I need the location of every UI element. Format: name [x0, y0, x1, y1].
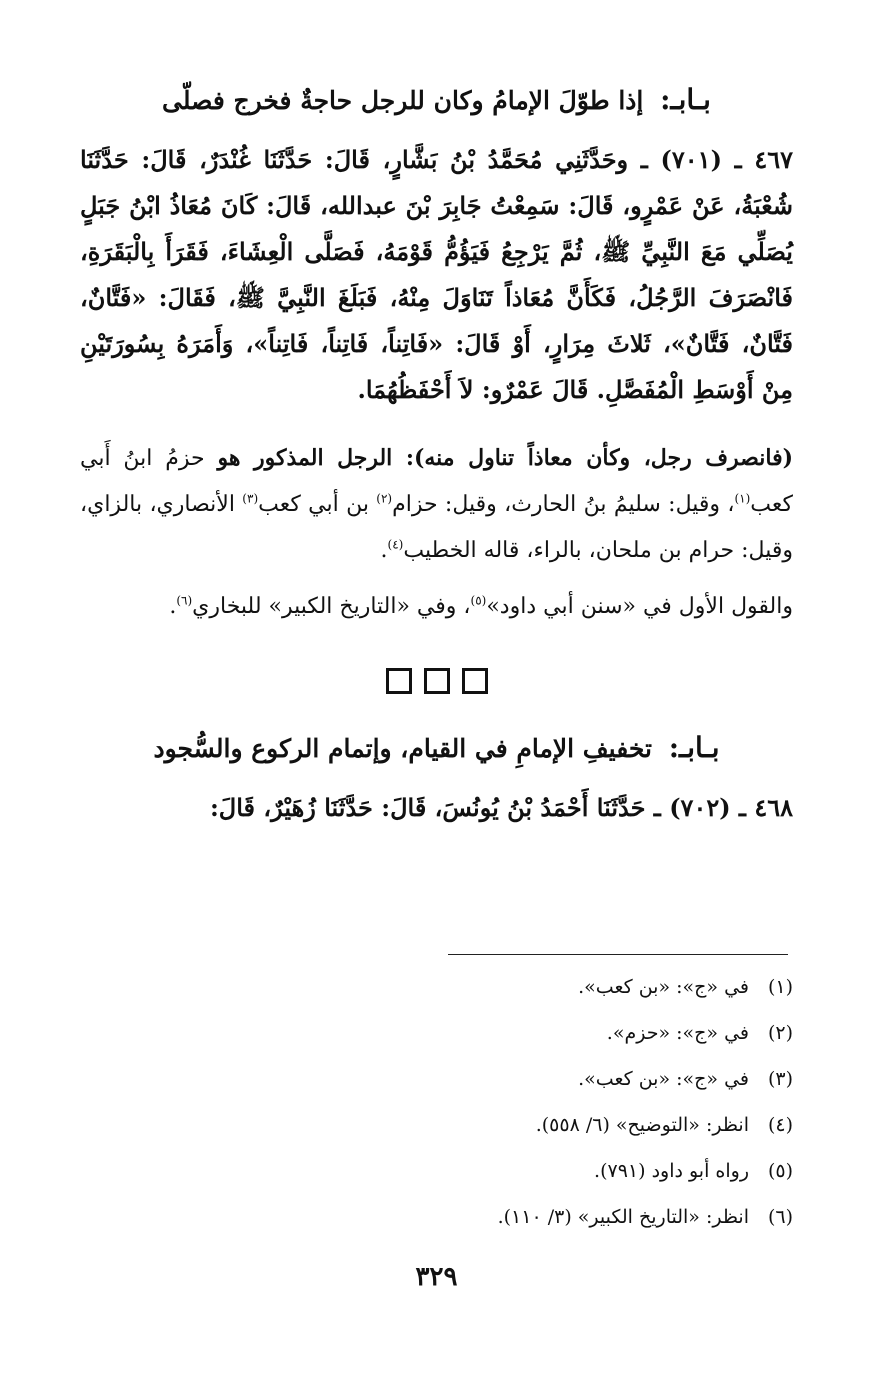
- footnote-text: رواه أبو داود (٧٩١).: [594, 1160, 749, 1182]
- commentary-text: الأنصاري، بالزاي، وقيل: حرام بن ملحان، بالراء، قاله الخطيب: [80, 492, 793, 563]
- hadith-468: [80, 785, 793, 831]
- footnote-ref[interactable]: (٤): [387, 537, 404, 552]
- footnote-item: [80, 968, 793, 1014]
- commentary-text: حزمُ ابنُ أَبي كعب: [80, 446, 793, 517]
- footnote-text: في «ج»: «حزم».: [606, 1022, 749, 1044]
- footnote-number: (٢): [767, 1022, 793, 1044]
- footnote-ref[interactable]: (٦): [176, 593, 193, 608]
- commentary-paragraph-2: [80, 584, 793, 630]
- chapter-title: تخفيفِ الإمامِ في القيام، وإتمام الركوع والسُّجود: [153, 734, 652, 763]
- footnote-item: [80, 1014, 793, 1060]
- footnote-ref[interactable]: (١): [734, 491, 751, 506]
- chapter-prefix: بـابـ:: [668, 731, 720, 764]
- footnote-text: انظر: «التوضيح» (٦/ ٥٥٨).: [535, 1114, 749, 1136]
- footnote-text: انظر: «التاريخ الكبير» (٣/ ١١٠).: [497, 1206, 749, 1228]
- hadith-467: [80, 137, 793, 413]
- footnote-ref[interactable]: (٢): [376, 491, 393, 506]
- footnote-item: [80, 1060, 793, 1106]
- commentary-lead: (فانصرف رجل، وكأن معاذاً تناول منه): الرجل المذكور هو: [217, 445, 793, 471]
- commentary-text: .: [169, 594, 177, 619]
- chapter-prefix: بـابـ:: [660, 83, 711, 116]
- hadith-number: ٤٦٨ ـ (٧٠٢): [669, 793, 793, 822]
- page-number: ٣٢٩: [415, 1262, 458, 1292]
- section-divider: [80, 660, 793, 700]
- footnote-number: (١): [767, 976, 793, 998]
- chapter-heading-1: [80, 80, 793, 121]
- commentary-paragraph: [80, 435, 793, 574]
- commentary-text: ، وفي «التاريخ الكبير» للبخاري: [192, 594, 471, 619]
- hadith-number: ٤٦٧ ـ (٧٠١): [660, 145, 793, 174]
- footnote-item: [80, 1198, 793, 1244]
- hadith-text: ـ وحَدَّثَنِي مُحَمَّدُ بْنُ بَشَّارٍ، قَالَ: حَدَّثَنَا غُنْدَرٌ، قَالَ: حَدَّثَنَا شُعْبَةُ، عَنْ عَمْرٍو، قَالَ: سَمِعْتُ جَابِرَ بْنَ عبدالله، قَالَ: كَانَ مُعَاذُ ابْنُ جَبَلٍ يُصَلِّي مَعَ النَّبِيِّ ﷺ، ثُمَّ يَرْجِعُ فَيَؤُمُّ قَوْمَهُ، فَصَلَّى الْعِشَاءَ، فَقَرَأَ بِالْبَقَرَةِ، فَانْصَرَفَ الرَّجُلُ، فَكَأَنَّ مُعَاذاً تَنَاوَلَ مِنْهُ، فَبَلَغَ النَّبِيَّ ﷺ، فَقَالَ: «فَتَّانٌ، فَتَّانٌ، فَتَّانٌ»، ثَلاثَ مِرَارٍ، أَوْ قَالَ: «فَاتِناً، فَاتِناً، فَاتِناً»، وَأَمَرَهُ بِسُورَتَيْنِ مِنْ أَوْسَطِ الْمُفَصَّلِ. قَالَ عَمْرٌو: لاَ أَحْفَظُهُمَا.: [80, 145, 793, 404]
- square-ornament-icon: [386, 668, 412, 694]
- footnote-ref[interactable]: (٣): [242, 491, 259, 506]
- commentary-text: والقول الأول في «سنن أبي داود»: [486, 594, 793, 619]
- footnote-item: [80, 1106, 793, 1152]
- footnote-number: (٣): [767, 1068, 793, 1090]
- footnote-number: (٥): [767, 1160, 793, 1182]
- commentary-text: ، وقيل: سليمُ بنُ الحارث، وقيل: حزام: [392, 492, 735, 517]
- chapter-heading-2: [80, 728, 793, 769]
- commentary-text: .: [380, 538, 388, 563]
- commentary-text: بن أبي كعب: [258, 492, 377, 517]
- hadith-text: ـ حَدَّثَنَا أَحْمَدُ بْنُ يُونُسَ، قَالَ: حَدَّثَنَا زُهَيْرٌ، قَالَ:: [209, 793, 661, 822]
- footnote-text: في «ج»: «بن كعب».: [578, 976, 749, 998]
- footnotes-list: [80, 968, 793, 1244]
- footnote-number: (٦): [767, 1206, 793, 1228]
- footnote-separator: [448, 954, 788, 955]
- square-ornament-icon: [462, 668, 488, 694]
- footnote-ref[interactable]: (٥): [470, 593, 487, 608]
- footnote-text: في «ج»: «بن كعب».: [578, 1068, 749, 1090]
- footnote-number: (٤): [767, 1114, 793, 1136]
- footnote-item: [80, 1152, 793, 1198]
- square-ornament-icon: [424, 668, 450, 694]
- chapter-title: إذا طوّلَ الإمامُ وكان للرجل حاجةٌ فخرج فصلّى: [162, 86, 644, 115]
- page-body: [80, 80, 793, 831]
